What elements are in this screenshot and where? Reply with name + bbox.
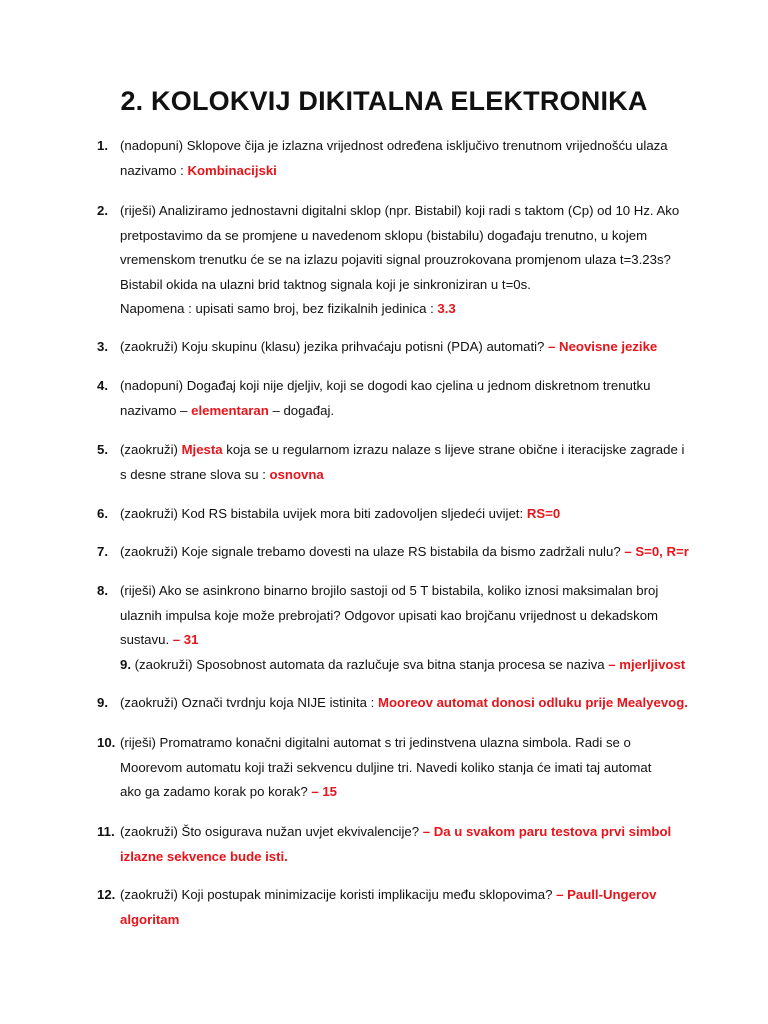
- question-text: (zaokruži) Označi tvrdnju koja NIJE istinita :: [120, 695, 378, 710]
- question-text: Moorevom automatu koji traži sekvencu duljine tri. Navedi koliko stanja će imati taj automat: [120, 759, 652, 775]
- sub-question-number: 9.: [120, 656, 131, 672]
- question-text: (zaokruži) Koje signale trebamo dovesti na ulaze RS bistabila da bismo zadržali nulu?: [120, 544, 625, 559]
- answer-text: – mjerljivost: [608, 656, 686, 672]
- question-text: (riješi) Analiziramo jednostavni digitalni sklop (npr. Bistabil) koji radi s taktom (Cp) od 10 Hz. Ako: [120, 203, 680, 218]
- answer-text: elementaran: [191, 402, 269, 418]
- question-text: – događaj.: [268, 402, 335, 418]
- answer-text: RS=0: [526, 506, 561, 521]
- question-text: Bistabil okida na ulazni brid taktnog signala koji je sinkroniziran u t=0s.: [120, 276, 531, 292]
- question-text: pretpostavimo da se promjene u navedenom sklopu (bistabilu) događaju trenutno, u kojem: [120, 227, 648, 243]
- question-number: 7.: [97, 544, 108, 559]
- question-text: sustavu.: [120, 632, 173, 647]
- answer-text: – 15: [311, 784, 338, 799]
- question-number: 2.: [97, 203, 108, 218]
- answer-text: – 31: [172, 632, 199, 647]
- answer-text: 3.3: [437, 301, 456, 316]
- question-text: (zaokruži) Koji postupak minimizacije koristi implikaciju među sklopovima?: [120, 887, 557, 902]
- question-number: 6.: [97, 506, 108, 521]
- answer-text: algoritam: [120, 911, 180, 927]
- answer-text: osnovna: [269, 466, 324, 482]
- question-text: (riješi) Ako se asinkrono binarno brojilo sastoji od 5 T bistabila, koliko iznosi maksimalan broj: [120, 583, 659, 598]
- question-text: (zaokruži) Sposobnost automata da razlučuje sva bitna stanja procesa se naziva: [131, 656, 609, 672]
- question-number: 12.: [97, 887, 116, 902]
- answer-text: – S=0, R=r: [624, 544, 689, 559]
- answer-text: – Da u svakom paru testova prvi simbol: [422, 824, 672, 839]
- question-number: 11.: [97, 824, 115, 839]
- question-number: 9.: [97, 695, 108, 710]
- question-number: 10.: [97, 735, 116, 750]
- question-text: (zaokruži) Koju skupinu (klasu) jezika prihvaćaju potisni (PDA) automati?: [120, 339, 549, 354]
- question-text: s desne strane slova su :: [120, 466, 270, 482]
- question-text: (nadopuni) Događaj koji nije djeljiv, koji se dogodi kao cjelina u jednom diskretnom trenutku: [120, 378, 651, 393]
- question-number: 4.: [97, 378, 108, 393]
- question-text: (zaokruži) Što osigurava nužan uvjet ekvivalencije?: [120, 824, 423, 839]
- question-text: (zaokruži): [120, 442, 182, 457]
- answer-text: Mjesta: [181, 442, 223, 457]
- question-text: (riješi) Promatramo konačni digitalni automat s tri jedinstvena ulazna simbola. Radi se o: [120, 735, 631, 750]
- question-number: 1.: [97, 138, 108, 153]
- answer-text: Mooreov automat donosi odluku prije Mealyevog.: [377, 695, 688, 710]
- question-text: ulaznih impulsa koje može prebrojati? Odgovor upisati kao brojčanu vrijednost u dekadskom: [120, 607, 659, 623]
- page-title: 2. KOLOKVIJ DIKITALNA ELEKTRONIKA: [120, 86, 648, 116]
- question-number: 3.: [97, 339, 108, 354]
- question-text: ako ga zadamo korak po korak?: [120, 784, 312, 799]
- answer-text: – Paull-Ungerov: [556, 887, 657, 902]
- answer-text: – Neovisne jezike: [548, 339, 658, 354]
- question-text: koja se u regularnom izrazu nalaze s lijeve strane obične i iteracijske zagrade i: [222, 442, 685, 457]
- question-text: nazivamo :: [120, 162, 188, 178]
- answer-text: Kombinacijski: [187, 162, 277, 178]
- question-text: (nadopuni) Sklopove čija je izlazna vrijednost određena isključivo trenutnom vrijednošću ulaza: [120, 138, 668, 153]
- question-text: vremenskom trenutku će se na izlazu pojaviti signal prouzrokovana promjenom ulaza t=3.23s?: [120, 252, 671, 267]
- question-text: nazivamo –: [120, 402, 192, 418]
- question-number: 5.: [97, 442, 108, 457]
- answer-text: izlazne sekvence bude isti.: [120, 848, 288, 864]
- question-text: Napomena : upisati samo broj, bez fizikalnih jedinica :: [120, 301, 438, 316]
- question-text: (zaokruži) Kod RS bistabila uvijek mora biti zadovoljen sljedeći uvijet:: [120, 506, 527, 521]
- question-number: 8.: [97, 583, 108, 598]
